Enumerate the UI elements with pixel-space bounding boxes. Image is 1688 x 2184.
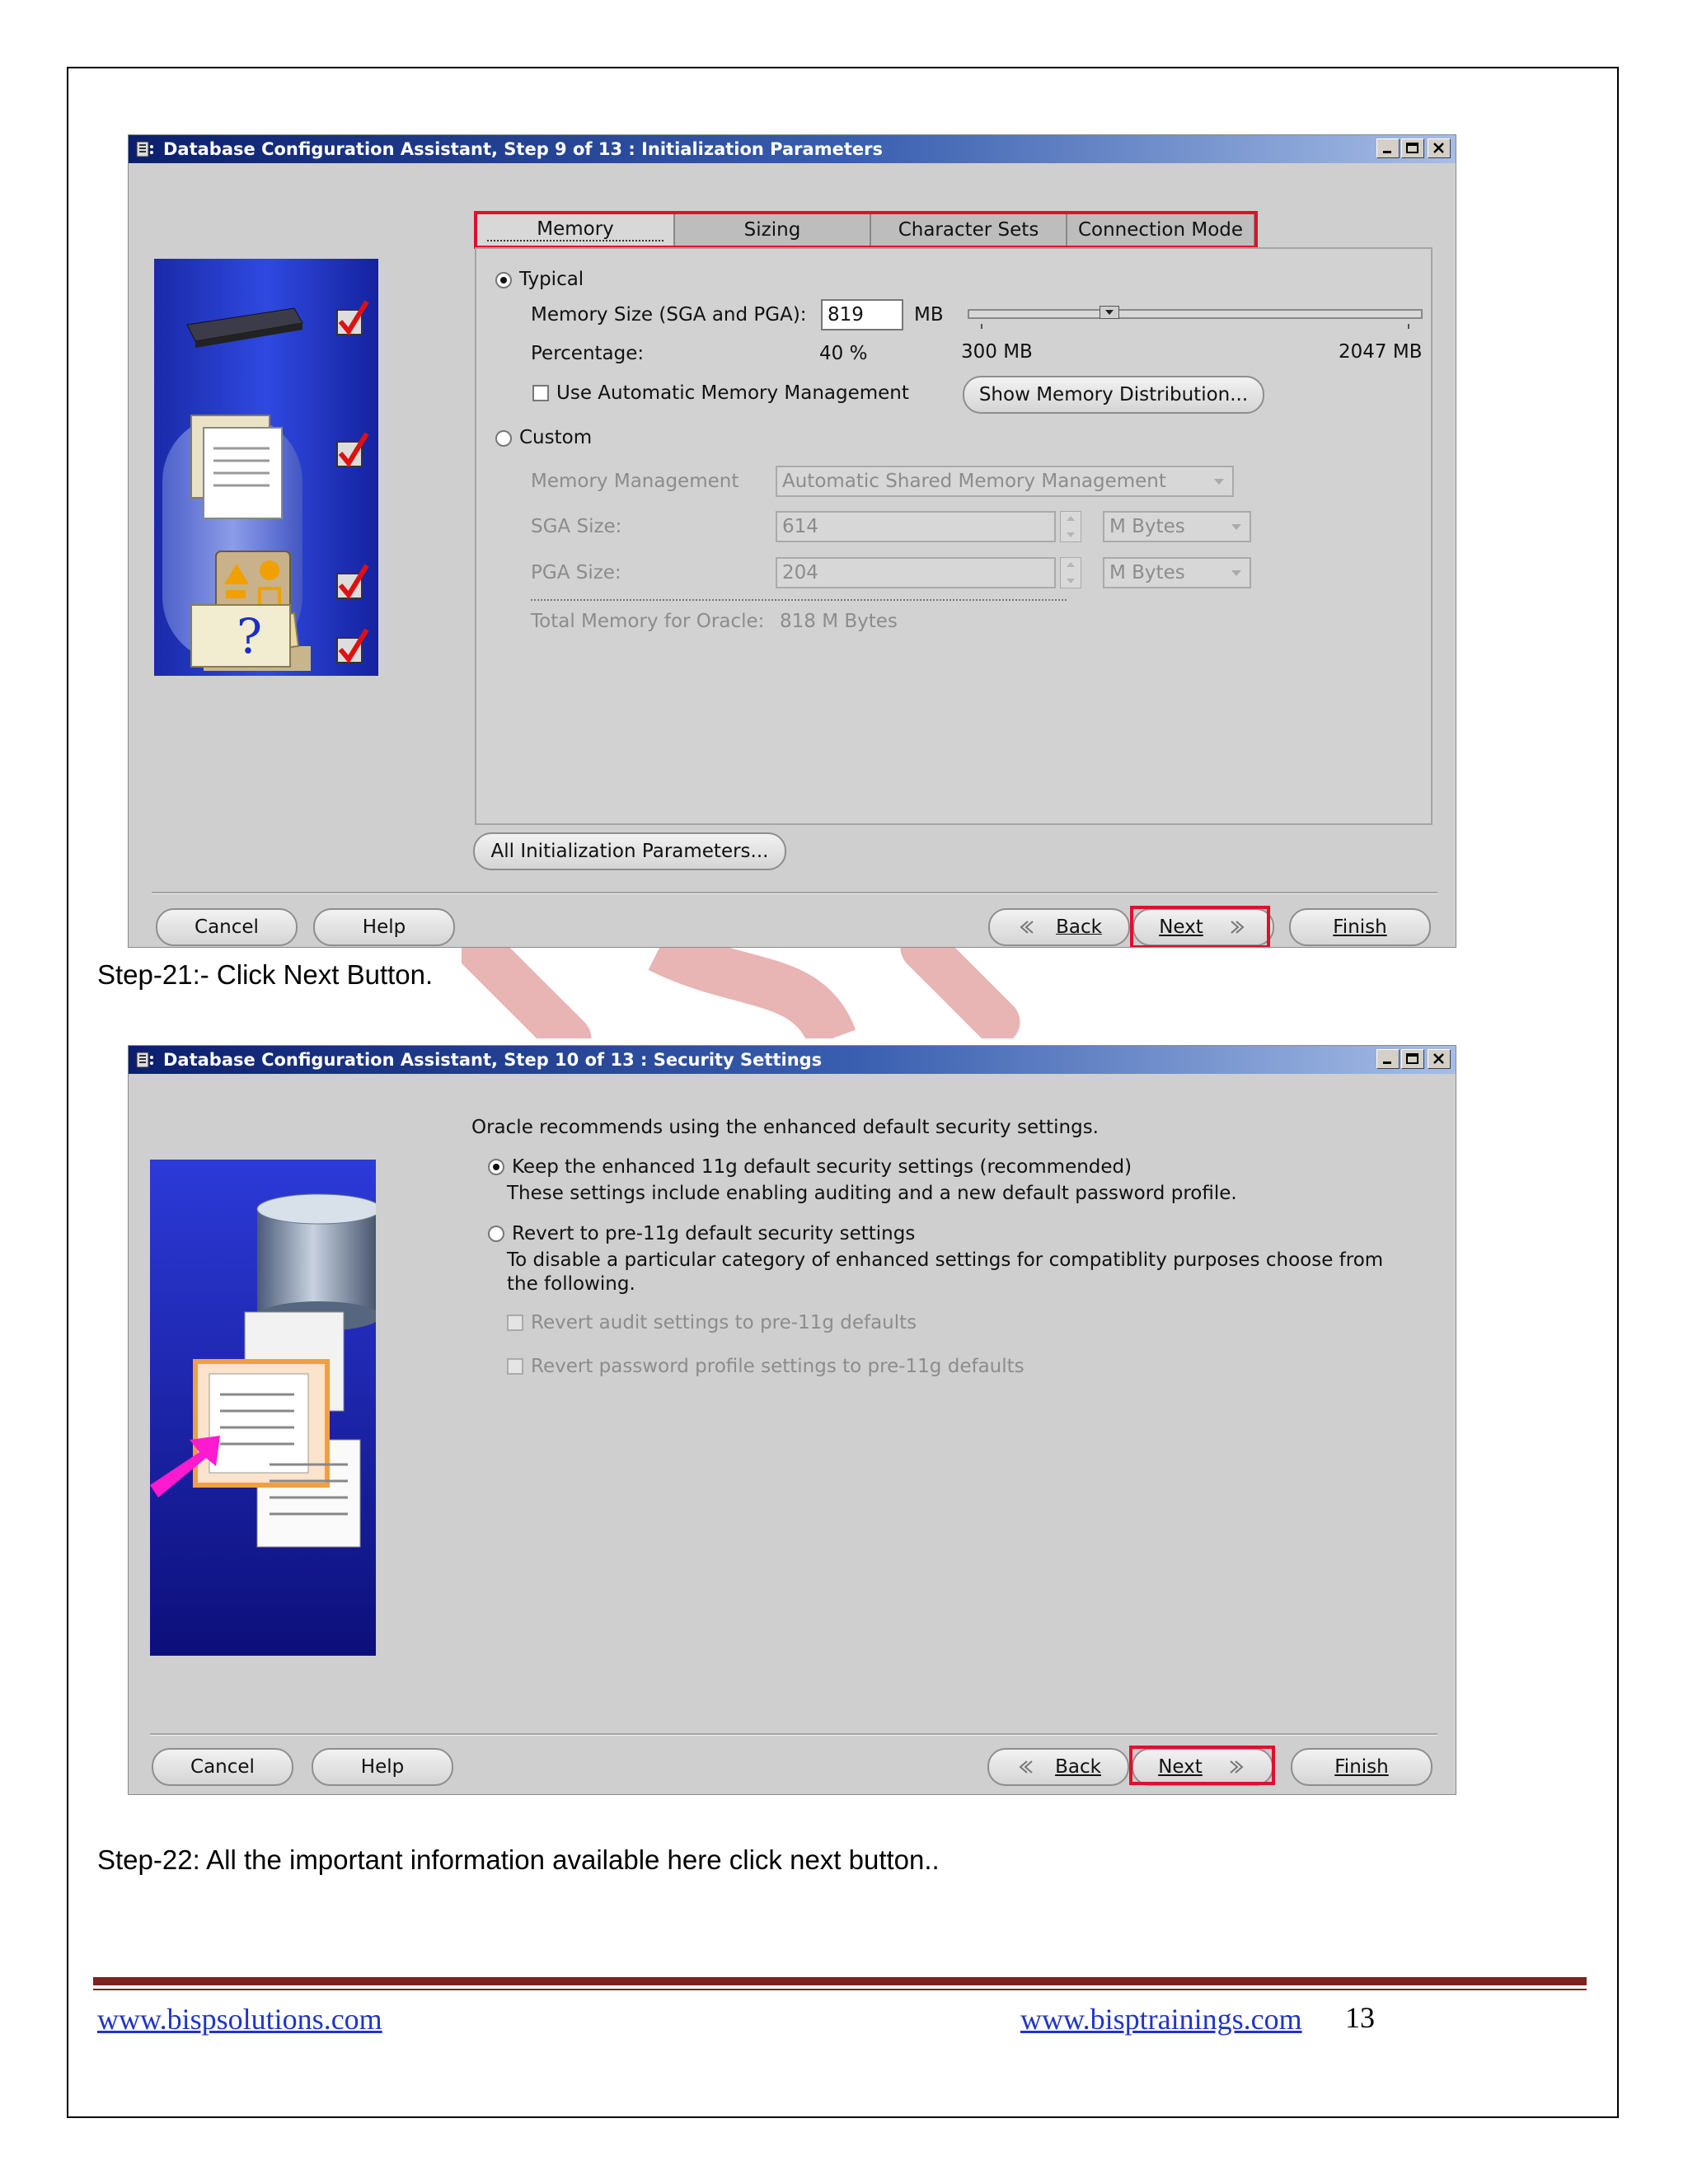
- sga-unit-select[interactable]: M Bytes: [1103, 511, 1251, 542]
- back-button[interactable]: Back: [987, 1748, 1129, 1786]
- window-app-icon: [135, 1051, 155, 1069]
- typical-radio[interactable]: [495, 272, 512, 288]
- memory-management-label: Memory Management: [531, 471, 739, 492]
- revert-settings-description-2: the following.: [507, 1273, 635, 1295]
- sga-size-input[interactable]: 614: [776, 511, 1056, 542]
- amm-checkbox[interactable]: [532, 385, 549, 401]
- back-chevron-icon: [1015, 1759, 1035, 1775]
- tab-sizing[interactable]: Sizing: [674, 213, 870, 246]
- close-button[interactable]: [1428, 138, 1451, 158]
- maximize-icon: [1406, 1053, 1419, 1065]
- memory-management-select[interactable]: Automatic Shared Memory Management: [776, 466, 1234, 497]
- typical-label: Typical: [519, 269, 584, 290]
- step22-instruction: Step-22: All the important information available here click next button..: [97, 1844, 940, 1875]
- close-icon: [1432, 1053, 1446, 1065]
- window-titlebar: [129, 135, 1456, 163]
- slider-min-label: 300 MB: [961, 341, 1033, 363]
- close-icon: [1432, 143, 1446, 154]
- intro-text: Oracle recommends using the enhanced default security settings.: [471, 1117, 1099, 1138]
- cancel-button[interactable]: Cancel: [156, 908, 298, 946]
- pga-size-spinner[interactable]: [1060, 557, 1081, 588]
- sga-size-label: SGA Size:: [531, 516, 622, 537]
- custom-radio[interactable]: [495, 430, 512, 447]
- revert-password-checkbox[interactable]: [507, 1358, 523, 1375]
- back-button[interactable]: Back: [988, 908, 1130, 946]
- footer-link-bispsolutions[interactable]: www.bispsolutions.com: [97, 2003, 382, 2036]
- all-initialization-parameters-button[interactable]: All Initialization Parameters...: [473, 832, 786, 870]
- watermark: [462, 940, 1039, 1038]
- close-button[interactable]: [1428, 1049, 1451, 1069]
- revert-settings-description-1: To disable a particular category of enhanced settings for compatiblity purposes choose from: [507, 1249, 1384, 1271]
- window-app-icon: [135, 140, 155, 158]
- memory-size-input[interactable]: 819: [821, 299, 903, 330]
- finish-button[interactable]: Finish: [1289, 908, 1431, 946]
- finish-button[interactable]: Finish: [1291, 1748, 1432, 1786]
- keep-settings-description: These settings include enabling auditing and a new default password profile.: [507, 1183, 1237, 1204]
- percentage-value: 40 %: [819, 343, 868, 364]
- amm-label: Use Automatic Memory Management: [556, 382, 909, 404]
- memory-size-label: Memory Size (SGA and PGA):: [531, 304, 807, 326]
- total-memory-value: 818 M Bytes: [780, 611, 898, 632]
- minimize-icon: [1381, 1053, 1395, 1065]
- tab-character-sets[interactable]: Character Sets: [870, 213, 1067, 246]
- minimize-icon: [1381, 143, 1395, 154]
- minimize-button[interactable]: [1376, 1049, 1400, 1069]
- help-button[interactable]: Help: [312, 1748, 453, 1786]
- back-chevron-icon: [1016, 919, 1036, 935]
- memory-unit-label: MB: [914, 304, 944, 326]
- revert-audit-checkbox[interactable]: [507, 1315, 523, 1331]
- sga-size-spinner[interactable]: [1060, 511, 1081, 542]
- shapes-icon: [216, 551, 290, 613]
- next-button[interactable]: Next: [1132, 1748, 1273, 1786]
- total-separator: [531, 599, 1067, 601]
- security-art: [150, 1160, 376, 1656]
- window-titlebar: [129, 1046, 1456, 1074]
- percentage-label: Percentage:: [531, 343, 645, 364]
- memory-slider[interactable]: [968, 304, 1423, 322]
- parameter-tabs: [476, 213, 1424, 250]
- minimize-button[interactable]: [1376, 138, 1400, 158]
- window-title: Database Configuration Assistant, Step 9 of 13 : Initialization Parameters: [163, 139, 883, 159]
- keep-settings-label: Keep the enhanced 11g default security settings (recommended): [512, 1156, 1132, 1178]
- footer-rule-thin: [93, 1989, 1587, 1990]
- document-stack-icon: [191, 415, 282, 518]
- slider-thumb[interactable]: [1100, 306, 1119, 319]
- next-chevron-icon: [1227, 1759, 1247, 1775]
- maximize-icon: [1406, 143, 1419, 154]
- revert-settings-radio[interactable]: [488, 1226, 504, 1242]
- total-memory-label: Total Memory for Oracle:: [531, 611, 765, 632]
- button-separator: [152, 892, 1437, 894]
- dbca-window-step9: [128, 134, 1456, 948]
- help-button[interactable]: Help: [313, 908, 455, 946]
- pga-size-label: PGA Size:: [531, 562, 621, 583]
- footer-rule: [93, 1977, 1587, 1985]
- page-number: 13: [1345, 2001, 1375, 2034]
- cancel-button[interactable]: Cancel: [152, 1748, 293, 1786]
- maximize-button[interactable]: [1401, 1049, 1424, 1069]
- button-separator: [150, 1733, 1437, 1736]
- tab-connection-mode[interactable]: Connection Mode: [1067, 213, 1254, 246]
- step21-instruction: Step-21:- Click Next Button.: [97, 959, 434, 990]
- revert-settings-label: Revert to pre-11g default security settings: [512, 1223, 916, 1244]
- wizard-progress-art: [154, 259, 378, 676]
- revert-audit-label: Revert audit settings to pre-11g defaults: [531, 1312, 917, 1333]
- footer-link-bisptrainings[interactable]: www.bisptrainings.com: [1020, 2003, 1302, 2036]
- keep-settings-radio[interactable]: [488, 1159, 504, 1175]
- tab-memory[interactable]: Memory: [476, 213, 674, 246]
- next-chevron-icon: [1228, 919, 1248, 935]
- show-memory-distribution-button[interactable]: Show Memory Distribution...: [963, 376, 1264, 414]
- custom-label: Custom: [519, 427, 593, 448]
- slider-max-label: 2047 MB: [1339, 341, 1423, 363]
- dbca-window-step10: [128, 1045, 1456, 1795]
- pga-unit-select[interactable]: M Bytes: [1103, 557, 1251, 588]
- database-icon: [257, 1194, 376, 1331]
- svg-text:?: ?: [237, 608, 263, 664]
- slider-track: [968, 309, 1423, 319]
- window-title: Database Configuration Assistant, Step 10 of 13 : Security Settings: [163, 1050, 823, 1070]
- maximize-button[interactable]: [1401, 138, 1424, 158]
- revert-password-label: Revert password profile settings to pre-11g defaults: [531, 1356, 1025, 1377]
- help-folder-icon: [191, 605, 311, 671]
- next-button[interactable]: Next: [1132, 908, 1274, 946]
- pga-size-input[interactable]: 204: [776, 557, 1056, 588]
